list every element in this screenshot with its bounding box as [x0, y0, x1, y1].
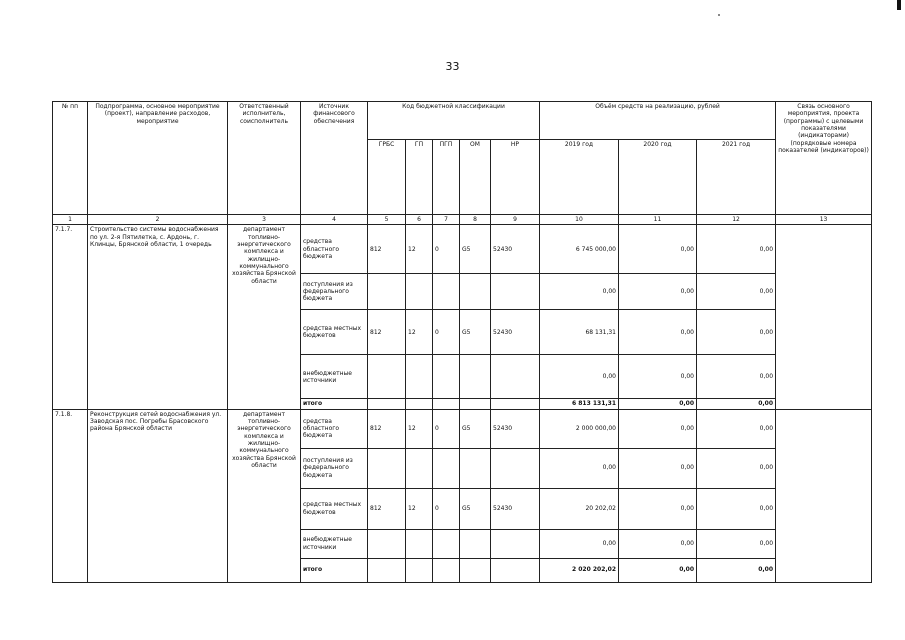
code-pgp	[433, 399, 460, 409]
total-2021: 0,00	[697, 558, 776, 582]
col-number: 8	[460, 215, 491, 225]
amount-2020: 0,00	[619, 488, 697, 529]
header-year-2020: 2020 год	[619, 140, 697, 215]
header-year-2021: 2021 год	[697, 140, 776, 215]
item-name: Строительство системы водоснабжения по ул. 2-я Пятилетка, с. Ардонь, г. Клинцы, Брянской области, 1 очередь	[88, 225, 228, 409]
amount-2021: 0,00	[697, 310, 776, 355]
code-pgp: 0	[433, 225, 460, 274]
col-number: 13	[776, 215, 872, 225]
column-numbers-row	[53, 215, 872, 225]
code-om	[460, 448, 491, 488]
col-number: 1	[53, 215, 88, 225]
amount-2020: 0,00	[619, 225, 697, 274]
funding-source: средства областного бюджета	[301, 225, 368, 274]
amount-2019: 68 131,31	[540, 310, 619, 355]
header-code-pgp: ПГП	[433, 140, 460, 215]
code-grbs: 812	[368, 310, 406, 355]
col-number: 12	[697, 215, 776, 225]
code-grbs: 812	[368, 488, 406, 529]
table-row	[53, 225, 872, 274]
item-num: 7.1.7.	[53, 225, 88, 409]
code-grbs	[368, 355, 406, 399]
item-responsible: департамент топливно-энергетического комплекса и жилищно-коммунального хозяйства Брянской области	[228, 409, 301, 582]
col-number: 10	[540, 215, 619, 225]
col-number: 5	[368, 215, 406, 225]
code-nr: 52430	[491, 225, 540, 274]
code-nr	[491, 448, 540, 488]
header-source: Источник финансового обеспечения	[301, 102, 368, 215]
col-number: 4	[301, 215, 368, 225]
code-grbs	[368, 558, 406, 582]
code-grbs: 812	[368, 409, 406, 448]
amount-2020: 0,00	[619, 274, 697, 310]
code-om	[460, 558, 491, 582]
header-volume: Объём средств на реализацию, рублей	[540, 102, 776, 140]
code-grbs	[368, 529, 406, 558]
funding-source: поступления из федерального бюджета	[301, 448, 368, 488]
amount-2019: 0,00	[540, 274, 619, 310]
amount-2021: 0,00	[697, 225, 776, 274]
code-grbs	[368, 448, 406, 488]
total-2020: 0,00	[619, 558, 697, 582]
code-nr	[491, 399, 540, 409]
total-2019: 2 020 202,02	[540, 558, 619, 582]
code-grbs	[368, 274, 406, 310]
scan-edge-mark	[897, 0, 901, 10]
amount-2021: 0,00	[697, 274, 776, 310]
item-name: Реконструкция сетей водоснабжения ул. Заводская пос. Погребы Брасовского района Брянской области	[88, 409, 228, 582]
header-num: № пп	[53, 102, 88, 215]
table-row	[53, 409, 872, 448]
page-number: 33	[445, 60, 460, 73]
funding-source: средства областного бюджета	[301, 409, 368, 448]
code-om: G5	[460, 225, 491, 274]
item-num: 7.1.8.	[53, 409, 88, 582]
amount-2019: 0,00	[540, 529, 619, 558]
total-2019: 6 813 131,31	[540, 399, 619, 409]
amount-2021: 0,00	[697, 355, 776, 399]
amount-2019: 2 000 000,00	[540, 409, 619, 448]
amount-2019: 20 202,02	[540, 488, 619, 529]
code-pgp	[433, 558, 460, 582]
funding-source: внебюджетные источники	[301, 529, 368, 558]
header-code-gp: ГП	[406, 140, 433, 215]
header-program: Подпрограмма, основное мероприятие (проект), направление расходов, мероприятие	[88, 102, 228, 215]
amount-2021: 0,00	[697, 448, 776, 488]
funding-source: поступления из федерального бюджета	[301, 274, 368, 310]
amount-2021: 0,00	[697, 529, 776, 558]
code-pgp: 0	[433, 310, 460, 355]
amount-2019: 0,00	[540, 448, 619, 488]
amount-2020: 0,00	[619, 310, 697, 355]
amount-2020: 0,00	[619, 529, 697, 558]
amount-2020: 0,00	[619, 448, 697, 488]
code-om	[460, 399, 491, 409]
funding-source: средства местных бюджетов	[301, 488, 368, 529]
item-responsible: департамент топливно-энергетического комплекса и жилищно-коммунального хозяйства Брянской области	[228, 225, 301, 409]
header-row-1	[53, 102, 872, 140]
scan-dot	[718, 14, 720, 16]
code-gp	[406, 399, 433, 409]
header-bcc: Код бюджетной классификации	[368, 102, 540, 140]
code-gp: 12	[406, 409, 433, 448]
code-om: G5	[460, 310, 491, 355]
code-pgp	[433, 448, 460, 488]
total-2020: 0,00	[619, 399, 697, 409]
code-om: G5	[460, 488, 491, 529]
amount-2019: 6 745 000,00	[540, 225, 619, 274]
funding-source: внебюджетные источники	[301, 355, 368, 399]
code-nr	[491, 529, 540, 558]
col-number: 3	[228, 215, 301, 225]
code-nr	[491, 558, 540, 582]
code-nr: 52430	[491, 310, 540, 355]
col-number: 2	[88, 215, 228, 225]
code-grbs: 812	[368, 225, 406, 274]
code-gp: 12	[406, 225, 433, 274]
header-code-om: ОМ	[460, 140, 491, 215]
code-om	[460, 355, 491, 399]
code-om	[460, 529, 491, 558]
code-nr	[491, 274, 540, 310]
code-pgp: 0	[433, 409, 460, 448]
funding-source: средства местных бюджетов	[301, 310, 368, 355]
col-number: 9	[491, 215, 540, 225]
code-pgp	[433, 274, 460, 310]
code-gp	[406, 274, 433, 310]
code-gp	[406, 448, 433, 488]
header-year-2019: 2019 год	[540, 140, 619, 215]
header-code-grbs: ГРБС	[368, 140, 406, 215]
total-label: итого	[301, 399, 368, 409]
code-om: G5	[460, 409, 491, 448]
amount-2021: 0,00	[697, 488, 776, 529]
code-nr: 52430	[491, 409, 540, 448]
code-gp	[406, 529, 433, 558]
code-pgp	[433, 355, 460, 399]
code-om	[460, 274, 491, 310]
total-2021: 0,00	[697, 399, 776, 409]
code-gp	[406, 558, 433, 582]
header-code-nr: НР	[491, 140, 540, 215]
budget-table	[52, 101, 872, 583]
indicator-link	[776, 409, 872, 582]
amount-2020: 0,00	[619, 355, 697, 399]
col-number: 7	[433, 215, 460, 225]
code-pgp: 0	[433, 488, 460, 529]
amount-2020: 0,00	[619, 409, 697, 448]
code-gp	[406, 355, 433, 399]
col-number: 6	[406, 215, 433, 225]
amount-2019: 0,00	[540, 355, 619, 399]
total-label: итого	[301, 558, 368, 582]
code-nr	[491, 355, 540, 399]
code-nr: 52430	[491, 488, 540, 529]
code-pgp	[433, 529, 460, 558]
col-number: 11	[619, 215, 697, 225]
header-responsible: Ответственный исполнитель, соисполнитель	[228, 102, 301, 215]
indicator-link	[776, 225, 872, 409]
code-gp: 12	[406, 488, 433, 529]
amount-2021: 0,00	[697, 409, 776, 448]
code-gp: 12	[406, 310, 433, 355]
code-grbs	[368, 399, 406, 409]
header-link: Связь основного мероприятия, проекта (программы) с целевыми показателями (индикаторами) (порядковые номера показателей (индикаторов))	[776, 102, 872, 215]
